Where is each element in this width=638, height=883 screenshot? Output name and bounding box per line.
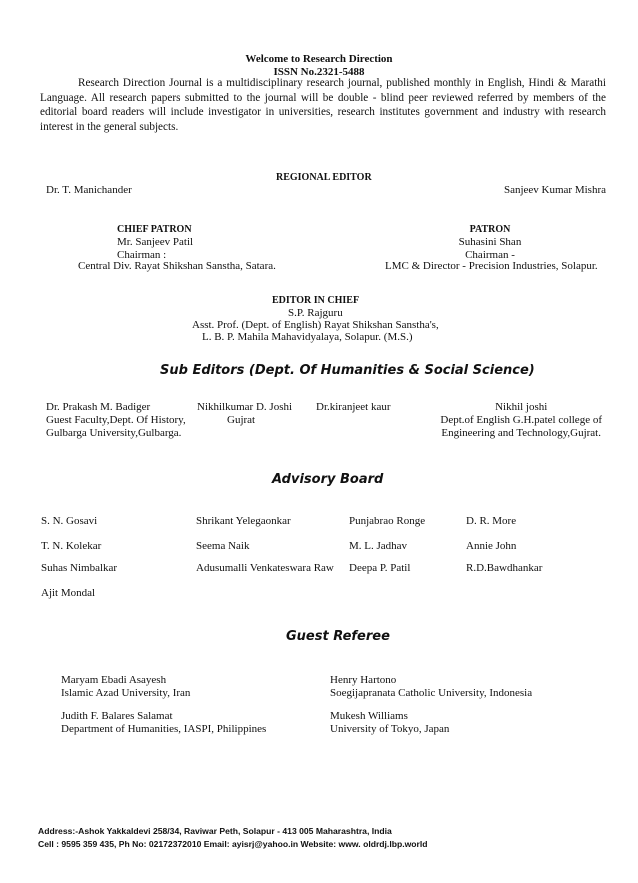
guest-referee-entry [330,674,532,700]
guest-referee-affiliation: Islamic Azad University, Iran [61,687,191,699]
sub-editor-col-2 [197,401,292,427]
guest-referee-name: Mukesh Williams [330,710,408,722]
sub-editor-1-line-2: Guest Faculty,Dept. Of History, [46,414,186,426]
regional-editor-right-name: Sanjeev Kumar Mishra [503,184,606,196]
editor-in-chief-name: S.P. Rajguru [288,307,343,319]
guest-referee-name: Maryam Ebadi Asayesh [61,674,167,686]
sub-editor-col-4 [440,401,602,440]
advisory-board-heading: Advisory Board [272,472,384,487]
issn-number: ISSN No.2321-5488 [273,66,365,78]
guest-referee-name: Henry Hartono [330,674,397,686]
chief-patron-name: Mr. Sanjeev Patil [117,236,194,248]
patron-heading: PATRON [469,224,511,235]
advisory-member: D. R. More [466,515,517,527]
sub-editor-4-line-3: Engineering and Technology,Gujrat. [441,427,601,439]
journal-intro-paragraph [40,76,606,134]
guest-referee-affiliation: Soegijapranata Catholic University, Indonesia [330,687,533,699]
regional-editor-left-name: Dr. T. Manichander [46,184,132,196]
chief-patron-role: Chairman : [117,249,167,261]
sub-editor-col-1 [46,401,186,440]
advisory-member: Deepa P. Patil [349,562,411,574]
chief-patron-heading: CHIEF PATRON [117,224,192,235]
advisory-member: S. N. Gosavi [41,515,98,527]
sub-editor-1-line-3: Gulbarga University,Gulbarga. [46,427,182,439]
guest-referee-name: Judith F. Balares Salamat [61,710,173,722]
footer-address: Address:-Ashok Yakkaldevi 258/34, Raviwar Peth, Solapur - 413 005 Maharashtra, India [38,826,392,836]
guest-referee-entry [61,710,266,736]
sub-editors-heading: Sub Editors (Dept. Of Humanities & Social Science) [160,363,535,378]
sub-editor-2-line-2: Gujrat [227,414,256,426]
welcome-title: Welcome to Research Direction [245,53,393,65]
advisory-member: M. L. Jadhav [349,540,408,552]
sub-editor-col-3 [316,401,391,414]
chief-patron-org: Central Div. Rayat Shikshan Sanstha, Satara. [78,260,276,272]
advisory-member: Seema Naik [196,540,250,552]
footer-contact: Cell : 9595 359 435, Ph No: 02172372010 Email: ayisrj@yahoo.in Website: www. oldrdj.lbp.world [38,839,428,849]
advisory-member: Annie John [466,540,517,552]
sub-editor-4-line-1: Nikhil joshi [495,401,548,413]
regional-editor-heading: REGIONAL EDITOR [276,172,372,183]
guest-referee-affiliation: Department of Humanities, IASPI, Philippines [61,723,267,735]
advisory-member: T. N. Kolekar [41,540,102,552]
editor-in-chief-heading: EDITOR IN CHIEF [272,295,360,306]
sub-editor-1-line-1: Dr. Prakash M. Badiger [46,401,151,413]
advisory-member: Ajit Mondal [41,587,96,599]
editor-in-chief-line1: Asst. Prof. (Dept. of English) Rayat Shikshan Sanstha's, [192,319,439,331]
patron-role: Chairman - [465,249,515,261]
guest-referee-entry [61,674,190,700]
sub-editor-4-line-2: Dept.of English G.H.patel college of [440,414,602,426]
guest-referee-entry [330,710,449,736]
sub-editor-3-line-1: Dr.kiranjeet kaur [316,401,391,413]
guest-referee-affiliation: University of Tokyo, Japan [330,723,450,735]
guest-referee-heading: Guest Referee [286,629,390,644]
advisory-member: Punjabrao Ronge [349,515,426,527]
advisory-member: Shrikant Yelegaonkar [196,515,291,527]
advisory-member: Suhas Nimbalkar [41,562,118,574]
sub-editor-2-line-1: Nikhilkumar D. Joshi [197,401,293,413]
patron-org: LMC & Director - Precision Industries, Solapur. [385,260,598,272]
advisory-member: Adusumalli Venkateswara Raw [196,562,334,574]
patron-name: Suhasini Shan [458,236,522,248]
advisory-member: R.D.Bawdhankar [466,562,543,574]
editor-in-chief-line2: L. B. P. Mahila Mahavidyalaya, Solapur. (M.S.) [202,331,413,343]
journal-intro-text: Research Direction Journal is a multidisciplinary research journal, published monthly in English, Hindi & Marathi Language. All research papers submitted to the journal will be double - blind peer reviewed referred by members of the editorial board readers will include investigator in universities, research institutes government and industry with research interest in the general subjects. [40,77,606,133]
